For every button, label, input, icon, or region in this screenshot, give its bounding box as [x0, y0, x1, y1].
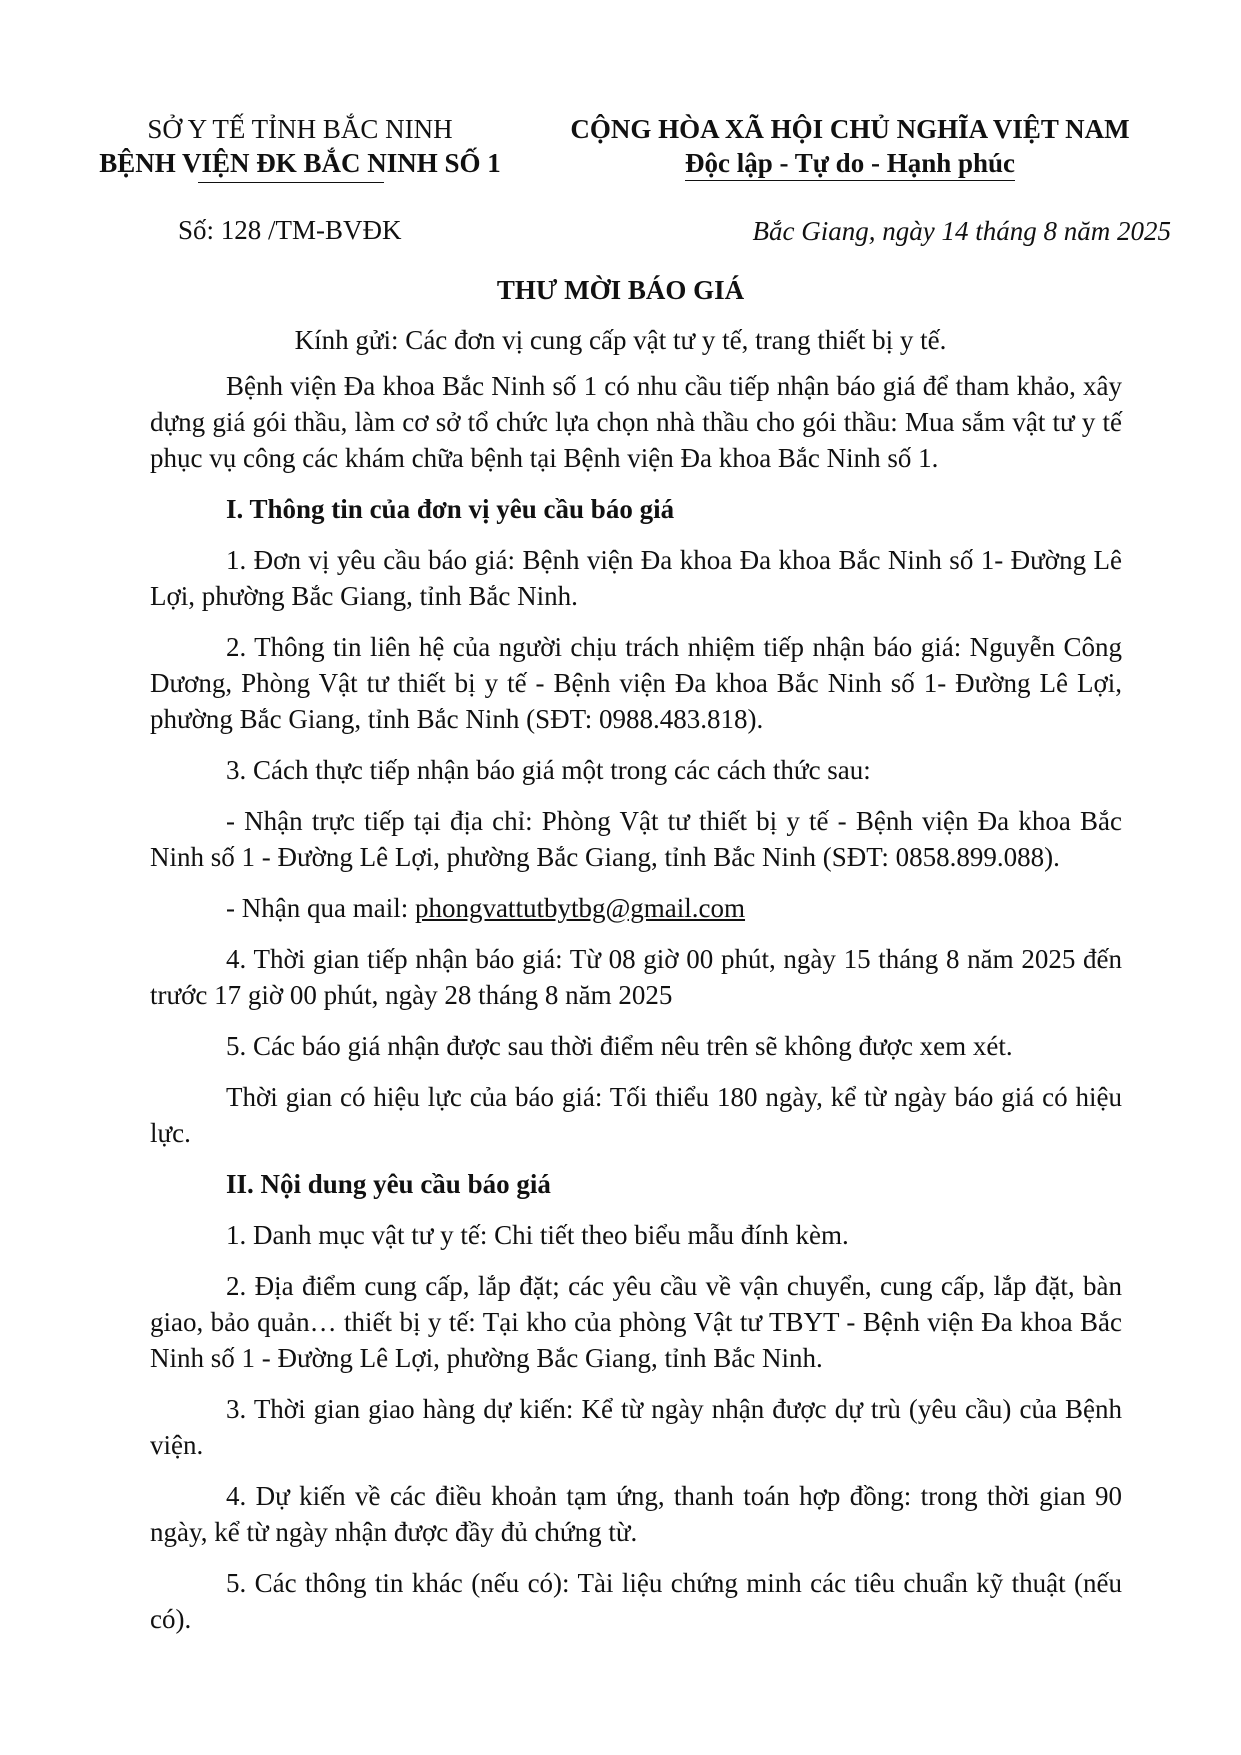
issuer-underline — [198, 182, 384, 183]
section1-item1: 1. Đơn vị yêu cầu báo giá: Bệnh viện Đa khoa Đa khoa Bắc Ninh số 1- Đường Lê Lợi, phường Bắc Giang, tỉnh Bắc Ninh. — [150, 545, 1122, 611]
email-prefix: - Nhận qua mail: — [226, 893, 415, 923]
section1-item2: 2. Thông tin liên hệ của người chịu trách nhiệm tiếp nhận báo giá: Nguyễn Công Dương, Phòng Vật tư thiết bị y tế - Bệnh viện Đa khoa Bắc Ninh số 1- Đường Lê Lợi, phường Bắc Giang, tỉnh Bắc Ninh (SĐT: 0988.483.818). — [150, 632, 1122, 734]
section2-item5: 5. Các thông tin khác (nếu có): Tài liệu chứng minh các tiêu chuẩn kỹ thuật (nếu có). — [150, 1568, 1122, 1634]
section2-heading: II. Nội dung yêu cầu báo giá — [226, 1169, 551, 1199]
document-title: THƯ MỜI BÁO GIÁ — [496, 275, 745, 305]
document-body — [150, 368, 1122, 1652]
section1-heading: I. Thông tin của đơn vị yêu cầu báo giá — [226, 494, 675, 524]
section2-item3: 3. Thời gian giao hàng dự kiến: Kể từ ngày nhận được dự trù (yêu cầu) của Bệnh viện. — [150, 1394, 1122, 1460]
section2-item2: 2. Địa điểm cung cấp, lắp đặt; các yêu cầu về vận chuyển, cung cấp, lắp đặt, bàn giao, bảo quản… thiết bị y tế: Tại kho của phòng Vật tư TBYT - Bệnh viện Đa khoa Bắc Ninh số 1 - Đường Lê Lợi, phường Bắc Giang, tỉnh Bắc Ninh. — [150, 1271, 1122, 1373]
document-number: Số: 128 /TM-BVĐK — [178, 215, 402, 245]
section1-item4: 4. Thời gian tiếp nhận báo giá: Từ 08 giờ 00 phút, ngày 15 tháng 8 năm 2025 đến trước 17 giờ 00 phút, ngày 28 tháng 8 năm 2025 — [150, 944, 1122, 1010]
national-header — [530, 112, 1170, 181]
intro-paragraph: Bệnh viện Đa khoa Bắc Ninh số 1 có nhu cầu tiếp nhận báo giá để tham khảo, xây dựng giá gói thầu, làm cơ sở tổ chức lựa chọn nhà thầu cho gói thầu: Mua sắm vật tư y tế phục vụ công các khám chữa bệnh tại Bệnh viện Đa khoa Bắc Ninh số 1. — [150, 371, 1122, 473]
section2-item4: 4. Dự kiến về các điều khoản tạm ứng, thanh toán hợp đồng: trong thời gian 90 ngày, kể từ ngày nhận được đầy đủ chứng từ. — [150, 1481, 1122, 1547]
section1-item3: 3. Cách thực tiếp nhận báo giá một trong các cách thức sau: — [226, 755, 871, 785]
section1-validity: Thời gian có hiệu lực của báo giá: Tối thiểu 180 ngày, kể từ ngày báo giá có hiệu lực. — [150, 1082, 1122, 1148]
section1-item5: 5. Các báo giá nhận được sau thời điểm nêu trên sẽ không được xem xét. — [226, 1031, 1013, 1061]
document-date: Bắc Giang, ngày 14 tháng 8 năm 2025 — [752, 216, 1171, 246]
issuer-hospital: BỆNH VIỆN ĐK BẮC NINH SỐ 1 — [99, 148, 501, 178]
issuer-block — [80, 112, 520, 180]
section2-item1: 1. Danh mục vật tư y tế: Chi tiết theo biểu mẫu đính kèm. — [226, 1220, 849, 1250]
email-link[interactable]: phongvattutbytbg@gmail.com — [414, 893, 746, 923]
national-name: CỘNG HÒA XÃ HỘI CHỦ NGHĨA VIỆT NAM — [570, 114, 1130, 144]
issuer-department: SỞ Y TẾ TỈNH BẮC NINH — [147, 114, 453, 144]
section1-item3a: - Nhận trực tiếp tại địa chỉ: Phòng Vật tư thiết bị y tế - Bệnh viện Đa khoa Bắc Ninh số 1 - Đường Lê Lợi, phường Bắc Giang, tỉnh Bắc Ninh (SĐT: 0858.899.088). — [150, 806, 1122, 872]
section1-item3b — [150, 890, 1122, 926]
recipient-line: Kính gửi: Các đơn vị cung cấp vật tư y tế, trang thiết bị y tế. — [294, 325, 947, 355]
national-motto: Độc lập - Tự do - Hạnh phúc — [530, 146, 1170, 181]
